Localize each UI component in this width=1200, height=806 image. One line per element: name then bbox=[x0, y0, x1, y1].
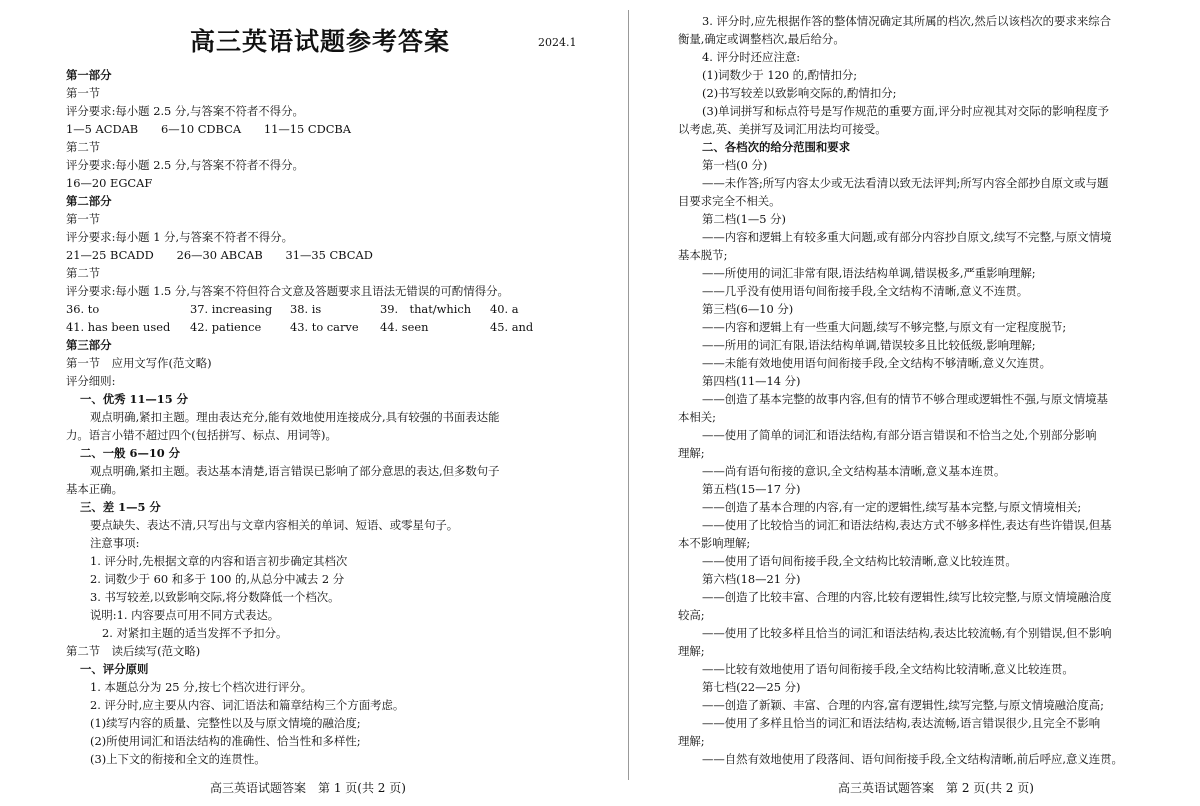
text-line: 理解; bbox=[678, 446, 705, 460]
text-line: 第五档(15—17 分) bbox=[702, 482, 801, 496]
page-1-footer: 高三英语试题答案 第 1 页(共 2 页) bbox=[210, 781, 406, 795]
text-line: 1. 评分时,先根据文章的内容和语言初步确定其档次 bbox=[90, 554, 348, 568]
text-line: 4. 评分时还应注意: bbox=[702, 50, 801, 64]
text-line: 2. 对紧扣主题的适当发挥不予扣分。 bbox=[102, 626, 288, 640]
text-line: ——使用了多样且恰当的词汇和语法结构,表达流畅,语言错误很少,且完全不影响 bbox=[702, 716, 1101, 730]
text-line: ——比较有效地使用了语句间衔接手段,全文结构比较清晰,意义比较连贯。 bbox=[702, 662, 1074, 676]
text-line: 评分要求:每小题 1.5 分,与答案不符但符合文意及答题要求且语法无错误的可酌情得分。 bbox=[66, 284, 509, 298]
text-line: 2. 词数少于 60 和多于 100 的,从总分中减去 2 分 bbox=[90, 572, 345, 586]
answer-item: 40. a bbox=[490, 302, 519, 316]
text-line: 本相关; bbox=[678, 410, 717, 424]
text-line: ——所使用的词汇非常有限,语法结构单调,错误极多,严重影响理解; bbox=[702, 266, 1036, 280]
text-line: ——内容和逻辑上有一些重大问题,续写不够完整,与原文有一定程度脱节; bbox=[702, 320, 1067, 334]
text-line: 1—5 ACDAB 6—10 CDBCA 11—15 CDCBA bbox=[66, 122, 352, 136]
text-line: 以考虑,英、美拼写及词汇用法均可接受。 bbox=[678, 122, 887, 136]
text-line: 第二节 bbox=[66, 140, 101, 154]
text-line: 第一档(0 分) bbox=[702, 158, 768, 172]
text-line: ——所用的词汇有限,语法结构单调,错误较多且比较低级,影响理解; bbox=[702, 338, 1036, 352]
text-line: ——尚有语句衔接的意识,全文结构基本清晰,意义基本连贯。 bbox=[702, 464, 1006, 478]
text-line: 第二档(1—5 分) bbox=[702, 212, 786, 226]
text-line: 三、差 1—5 分 bbox=[80, 500, 161, 514]
text-line: ——未能有效地使用语句间衔接手段,全文结构不够清晰,意义欠连贯。 bbox=[702, 356, 1051, 370]
text-line: 评分细则: bbox=[66, 374, 116, 388]
answer-item: 37. increasing bbox=[190, 302, 273, 316]
text-line: ——未作答;所写内容太少或无法看清以致无法评判;所写内容全部抄自原文或与题 bbox=[702, 176, 1109, 190]
text-line: 第四档(11—14 分) bbox=[702, 374, 801, 388]
text-line: 二、各档次的给分范围和要求 bbox=[702, 140, 851, 154]
document-title: 高三英语试题参考答案 bbox=[190, 27, 451, 56]
text-line: 说明:1. 内容要点可用不同方式表达。 bbox=[90, 608, 280, 622]
text-line: (1)词数少于 120 的,酌情扣分; bbox=[702, 68, 858, 82]
answer-row-41-45 bbox=[66, 318, 580, 336]
text-line: (3)上下文的衔接和全文的连贯性。 bbox=[90, 752, 266, 766]
text-line: 评分要求:每小题 2.5 分,与答案不符者不得分。 bbox=[66, 158, 304, 172]
text-line: 第二节 读后续写(范文略) bbox=[66, 644, 201, 658]
text-line: ——使用了简单的词汇和语法结构,有部分语言错误和不恰当之处,个别部分影响 bbox=[702, 428, 1097, 442]
text-line: ——创造了基本合理的内容,有一定的逻辑性,续写基本完整,与原文情境相关; bbox=[702, 500, 1082, 514]
text-line: 基本正确。 bbox=[66, 482, 123, 496]
text-line: ——创造了基本完整的故事内容,但有的情节不够合理或逻辑性不强,与原文情境基 bbox=[702, 392, 1108, 406]
text-line: ——内容和逻辑上有较多重大问题,或有部分内容抄自原文,续写不完整,与原文情境 bbox=[702, 230, 1112, 244]
text-line: 二、一般 6—10 分 bbox=[80, 446, 181, 460]
answer-item: 45. and bbox=[490, 320, 534, 334]
text-line: 目要求完全不相关。 bbox=[678, 194, 781, 208]
text-line: 力。语言小错不超过四个(包括拼写、标点、用词等)。 bbox=[66, 428, 337, 442]
page-2-footer: 高三英语试题答案 第 2 页(共 2 页) bbox=[838, 781, 1034, 795]
text-line: 衡量,确定或调整档次,最后给分。 bbox=[678, 32, 845, 46]
answer-section bbox=[66, 66, 580, 300]
text-line: 第一节 bbox=[66, 86, 101, 100]
text-line: 评分要求:每小题 1 分,与答案不符者不得分。 bbox=[66, 230, 293, 244]
text-line: 观点明确,紧扣主题。表达基本清楚,语言错误已影响了部分意思的表达,但多数句子 bbox=[90, 464, 500, 478]
text-line: 第三档(6—10 分) bbox=[702, 302, 794, 316]
answer-item: 44. seen bbox=[380, 320, 429, 334]
answer-item: 38. is bbox=[290, 302, 322, 316]
text-line: ——使用了比较恰当的词汇和语法结构,表达方式不够多样性,表达有些许错误,但基 bbox=[702, 518, 1112, 532]
text-line: 要点缺失、表达不清,只写出与文章内容相关的单词、短语、或零星句子。 bbox=[90, 518, 459, 532]
answer-item: 36. to bbox=[66, 302, 100, 316]
text-line: 第三部分 bbox=[66, 338, 112, 352]
text-line: 注意事项: bbox=[90, 536, 140, 550]
text-line: 本不影响理解; bbox=[678, 536, 751, 550]
text-line: ——使用了比较多样且恰当的词汇和语法结构,表达比较流畅,有个别错误,但不影响 bbox=[702, 626, 1112, 640]
text-line: 较高; bbox=[678, 608, 705, 622]
text-line: 第七档(22—25 分) bbox=[702, 680, 801, 694]
answer-row-36-40 bbox=[66, 300, 580, 318]
text-line: ——自然有效地使用了段落间、语句间衔接手段,全文结构清晰,前后呼应,意义连贯。 bbox=[702, 752, 1123, 766]
scoring-section bbox=[66, 336, 580, 768]
text-line: (3)单词拼写和标点符号是写作规范的重要方面,评分时应视其对交际的影响程度予 bbox=[702, 104, 1110, 118]
text-line: ——创造了比较丰富、合理的内容,比较有逻辑性,续写比较完整,与原文情境融洽度 bbox=[702, 590, 1112, 604]
text-line: 一、优秀 11—15 分 bbox=[80, 392, 188, 406]
answer-item: 39. that/which bbox=[380, 302, 472, 316]
text-line: 理解; bbox=[678, 644, 705, 658]
text-line: 第二部分 bbox=[66, 194, 112, 208]
text-line: 基本脱节; bbox=[678, 248, 728, 262]
answer-item: 42. patience bbox=[190, 320, 262, 334]
answer-item: 43. to carve bbox=[290, 320, 359, 334]
text-line: 2. 评分时,应主要从内容、词汇语法和篇章结构三个方面考虑。 bbox=[90, 698, 405, 712]
scoring-criteria bbox=[678, 12, 1190, 768]
text-line: 16—20 EGCAF bbox=[66, 176, 153, 190]
text-line: ——使用了语句间衔接手段,全文结构比较清晰,意义比较连贯。 bbox=[702, 554, 1017, 568]
text-line: (2)书写较差以致影响交际的,酌情扣分; bbox=[702, 86, 897, 100]
page-2 bbox=[628, 0, 1200, 806]
text-line: 3. 评分时,应先根据作答的整体情况确定其所属的档次,然后以该档次的要求来综合 bbox=[702, 14, 1112, 28]
document-date: 2024.1 bbox=[538, 36, 577, 49]
text-line: (1)续写内容的质量、完整性以及与原文情境的融洽度; bbox=[90, 716, 361, 730]
text-line: 21—25 BCADD 26—30 ABCAB 31—35 CBCAD bbox=[66, 248, 373, 262]
answer-item: 41. has been used bbox=[66, 320, 171, 334]
text-line: 理解; bbox=[678, 734, 705, 748]
text-line: (2)所使用词汇和语法结构的准确性、恰当性和多样性; bbox=[90, 734, 361, 748]
text-line: 一、评分原则 bbox=[80, 662, 149, 676]
text-line: 3. 书写较差,以致影响交际,将分数降低一个档次。 bbox=[90, 590, 340, 604]
text-line: 第一节 bbox=[66, 212, 101, 226]
text-line: 第六档(18—21 分) bbox=[702, 572, 801, 586]
text-line: ——几乎没有使用语句间衔接手段,全文结构不清晰,意义不连贯。 bbox=[702, 284, 1029, 298]
text-line: 1. 本题总分为 25 分,按七个档次进行评分。 bbox=[90, 680, 313, 694]
text-line: 第一部分 bbox=[66, 68, 112, 82]
text-line: 观点明确,紧扣主题。理由表达充分,能有效地使用连接成分,具有较强的书面表达能 bbox=[90, 410, 500, 424]
text-line: 第一节 应用文写作(范文略) bbox=[66, 356, 212, 370]
header bbox=[66, 22, 580, 66]
text-line: 第二节 bbox=[66, 266, 101, 280]
text-line: 评分要求:每小题 2.5 分,与答案不符者不得分。 bbox=[66, 104, 304, 118]
text-line: ——创造了新颖、丰富、合理的内容,富有逻辑性,续写完整,与原文情境融洽度高; bbox=[702, 698, 1104, 712]
